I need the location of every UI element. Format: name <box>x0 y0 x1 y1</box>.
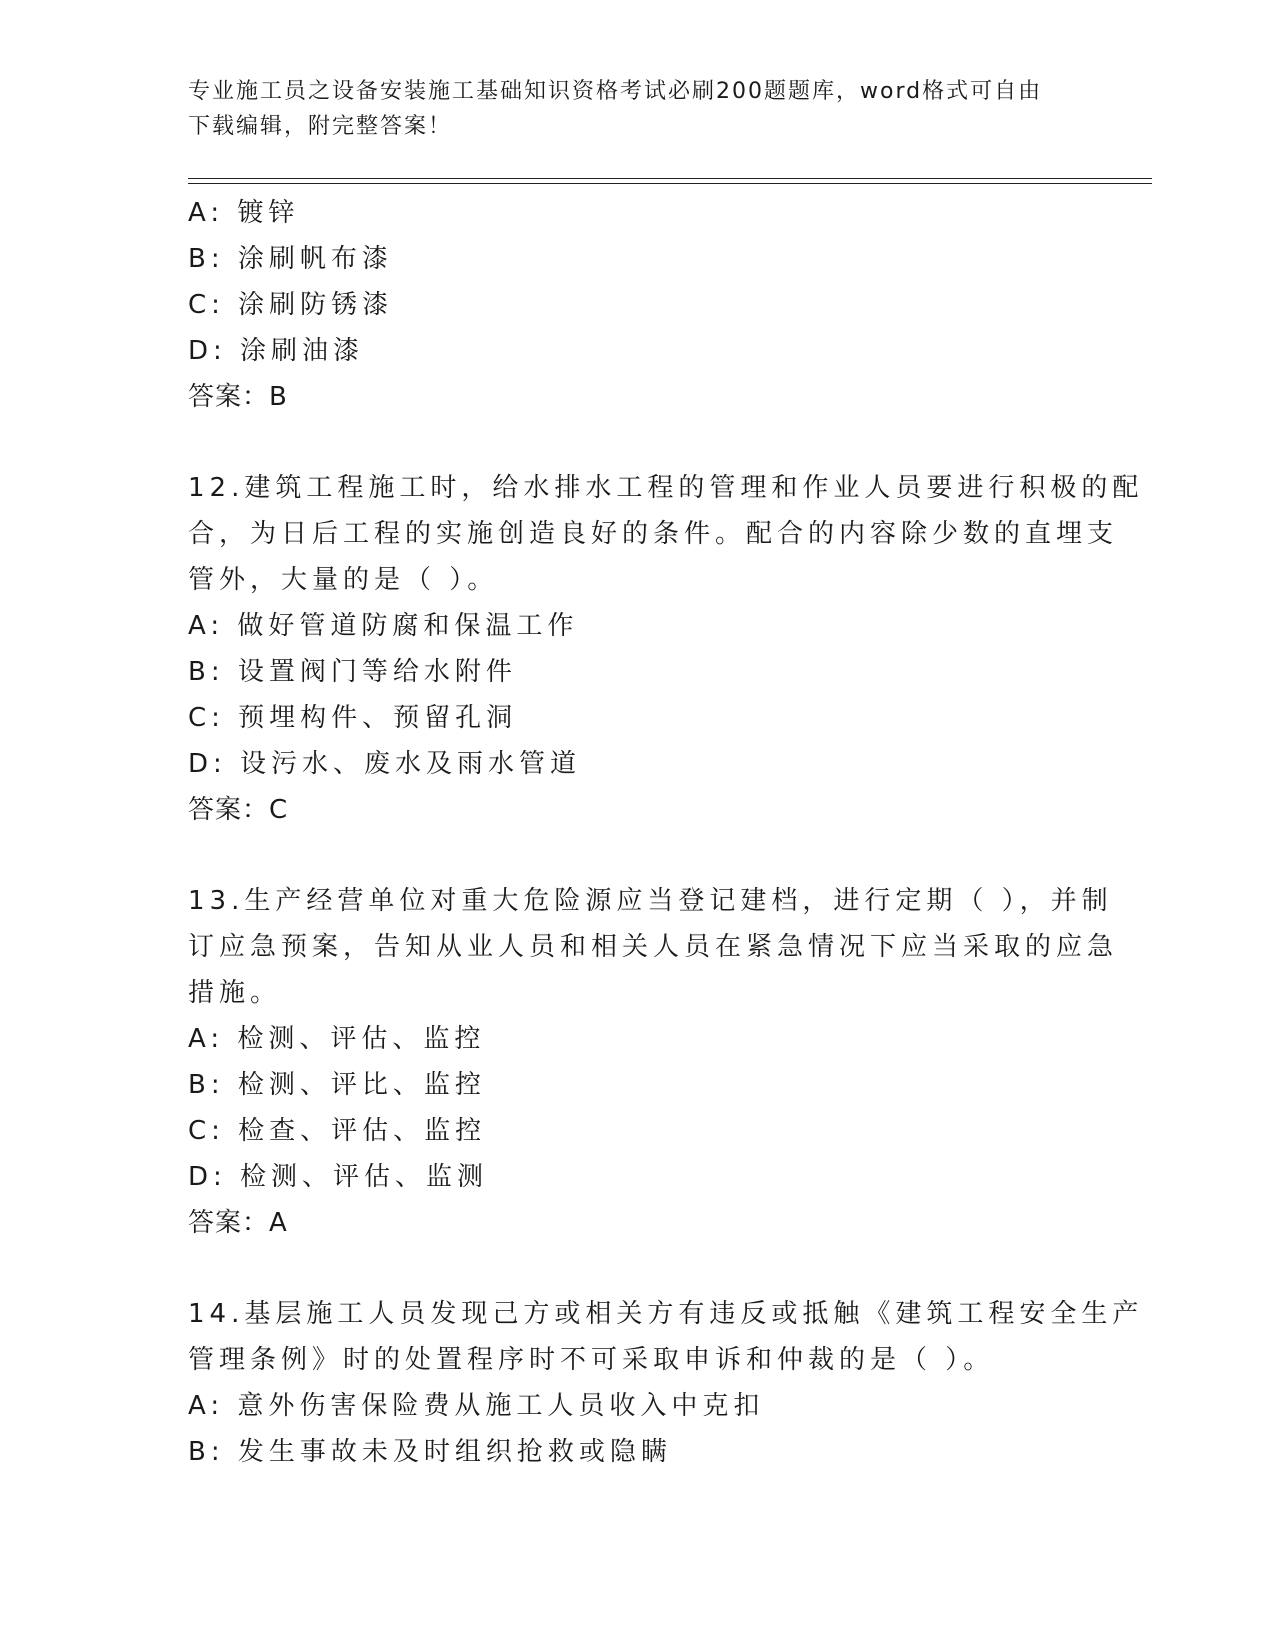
option-c: C: 检查、评估、监控 <box>188 1116 487 1146</box>
spacer <box>188 420 1088 465</box>
option-a: A: 检测、评估、监控 <box>188 1024 486 1054</box>
question-11 <box>188 190 1088 420</box>
spacer <box>188 1246 1088 1291</box>
option-b: B: 检测、评比、监控 <box>188 1070 486 1100</box>
option-b: B: 设置阀门等给水附件 <box>188 657 517 687</box>
answer: 答案：A <box>188 1208 288 1238</box>
option-a: A: 做好管道防腐和保温工作 <box>188 611 579 641</box>
option-b: B: 涂刷帆布漆 <box>188 244 393 274</box>
header-line-2: 下载编辑，附完整答案！ <box>188 114 453 139</box>
option-a: A: 意外伤害保险费从施工人员收入中克扣 <box>188 1391 765 1421</box>
question-text-line: 管理条例》时的处置程序时不可采取申诉和仲裁的是（ ）。 <box>188 1345 995 1375</box>
option-a: A: 镀锌 <box>188 198 300 228</box>
header-rule-bottom <box>188 183 1152 184</box>
question-content <box>188 190 1144 1475</box>
answer: 答案：B <box>188 382 288 412</box>
header-rule-top <box>188 178 1152 179</box>
question-text-line: 13.生产经营单位对重大危险源应当登记建档，进行定期（ ），并制 <box>188 886 1113 916</box>
question-text-line: 12.建筑工程施工时，给水排水工程的管理和作业人员要进行积极的配 <box>188 473 1144 503</box>
answer: 答案：C <box>188 795 289 825</box>
option-b: B: 发生事故未及时组织抢救或隐瞒 <box>188 1437 672 1467</box>
option-c: C: 预埋构件、预留孔洞 <box>188 703 518 733</box>
question-text-line: 订应急预案，告知从业人员和相关人员在紧急情况下应当采取的应急 <box>188 932 1119 962</box>
option-d: D: 设污水、废水及雨水管道 <box>188 749 582 779</box>
question-14 <box>188 1291 1144 1475</box>
question-13 <box>188 878 1119 1246</box>
question-text-line: 措施。 <box>188 978 282 1008</box>
question-12 <box>188 465 1144 833</box>
question-text-line: 管外，大量的是（ ）。 <box>188 565 499 595</box>
question-text-line: 合，为日后工程的实施创造良好的条件。配合的内容除少数的直埋支 <box>188 519 1119 549</box>
option-c: C: 涂刷防锈漆 <box>188 290 394 320</box>
question-text-line: 14.基层施工人员发现己方或相关方有违反或抵触《建筑工程安全生产 <box>188 1299 1144 1329</box>
document-header <box>188 74 1068 144</box>
spacer <box>188 833 1088 878</box>
option-d: D: 涂刷油漆 <box>188 336 365 366</box>
option-d: D: 检测、评估、监测 <box>188 1162 489 1192</box>
header-line-1: 专业施工员之设备安装施工基础知识资格考试必刷200题题库，word格式可自由 <box>188 79 1043 104</box>
